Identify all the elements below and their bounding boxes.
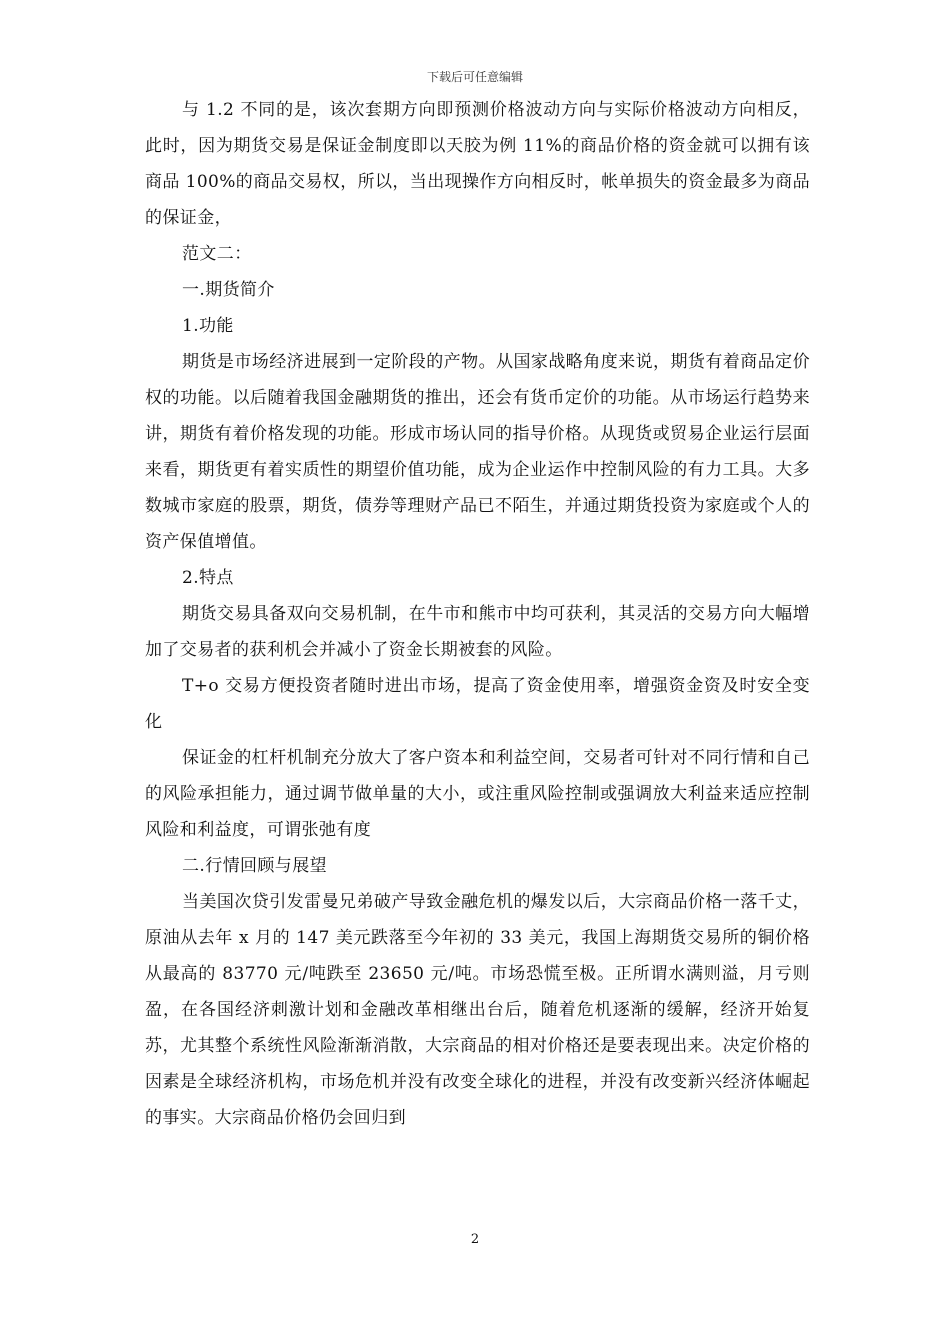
paragraph-two-way-trading: 期货交易具备双向交易机制，在牛市和熊市中均可获利，其灵活的交易方向大幅增加了交易者的获利机会并减小了资金长期被套的风险。 (145, 604, 810, 660)
heading-sample-two: 范文二： (182, 244, 252, 264)
page-number: 2 (470, 1232, 480, 1247)
paragraph-t0-trading: T+o 交易方便投资者随时进出市场，提高了资金使用率，增强资金资及时安全变化 (145, 676, 810, 732)
subheading-function: 1.功能 (182, 316, 234, 336)
document-body (145, 92, 810, 1136)
paragraph-function: 期货是市场经济进展到一定阶段的产物。从国家战略角度来说，期货有着商品定价权的功能。以后随着我国金融期货的推出，还会有货币定价的功能。从市场运行趋势来讲，期货有着价格发现的功能。形成市场认同的指导价格。从现货或贸易企业运行层面来看，期货更有着实质性的期望价值功能，成为企业运作中控制风险的有力工具。大多数城市家庭的股票，期货，债券等理财产品已不陌生，并通过期货投资为家庭或个人的资产保值增值。 (145, 352, 810, 552)
subheading-features: 2.特点 (182, 568, 234, 588)
page-header: 下载后可任意编辑 (426, 70, 523, 84)
paragraph-hedge-loss: 与 1.2 不同的是，该次套期方向即预测价格波动方向与实际价格波动方向相反，此时，因为期货交易是保证金制度即以天胶为例 11%的商品价格的资金就可以拥有该商品 100%的商品交易权，所以，当出现操作方向相反时，帐单损失的资金最多为商品的保证金， (145, 100, 811, 228)
section-heading-market-review: 二.行情回顾与展望 (182, 856, 328, 876)
paragraph-market-review: 当美国次贷引发雷曼兄弟破产导致金融危机的爆发以后，大宗商品价格一落千丈，原油从去年 x 月的 147 美元跌落至今年初的 33 美元，我国上海期货交易所的铜价格从最高的 83770 元/吨跌至 23650 元/吨。市场恐慌至极。正所谓水满则溢，月亏则盈，在各国经济刺激计划和金融改革相继出台后，随着危机逐渐的缓解，经济开始复苏，尤其整个系统性风险渐渐消散，大宗商品的相对价格还是要表现出来。决定价格的因素是全球经济机构，市场危机并没有改变全球化的进程，并没有改变新兴经济体崛起的事实。大宗商品价格仍会回归到 (145, 892, 810, 1128)
paragraph-margin-leverage: 保证金的杠杆机制充分放大了客户资本和利益空间，交易者可针对不同行情和自己的风险承担能力，通过调节做单量的大小，或注重风险控制或强调放大利益来适应控制风险和利益度，可谓张弛有度 (145, 748, 810, 840)
section-heading-intro: 一.期货简介 (182, 280, 275, 300)
